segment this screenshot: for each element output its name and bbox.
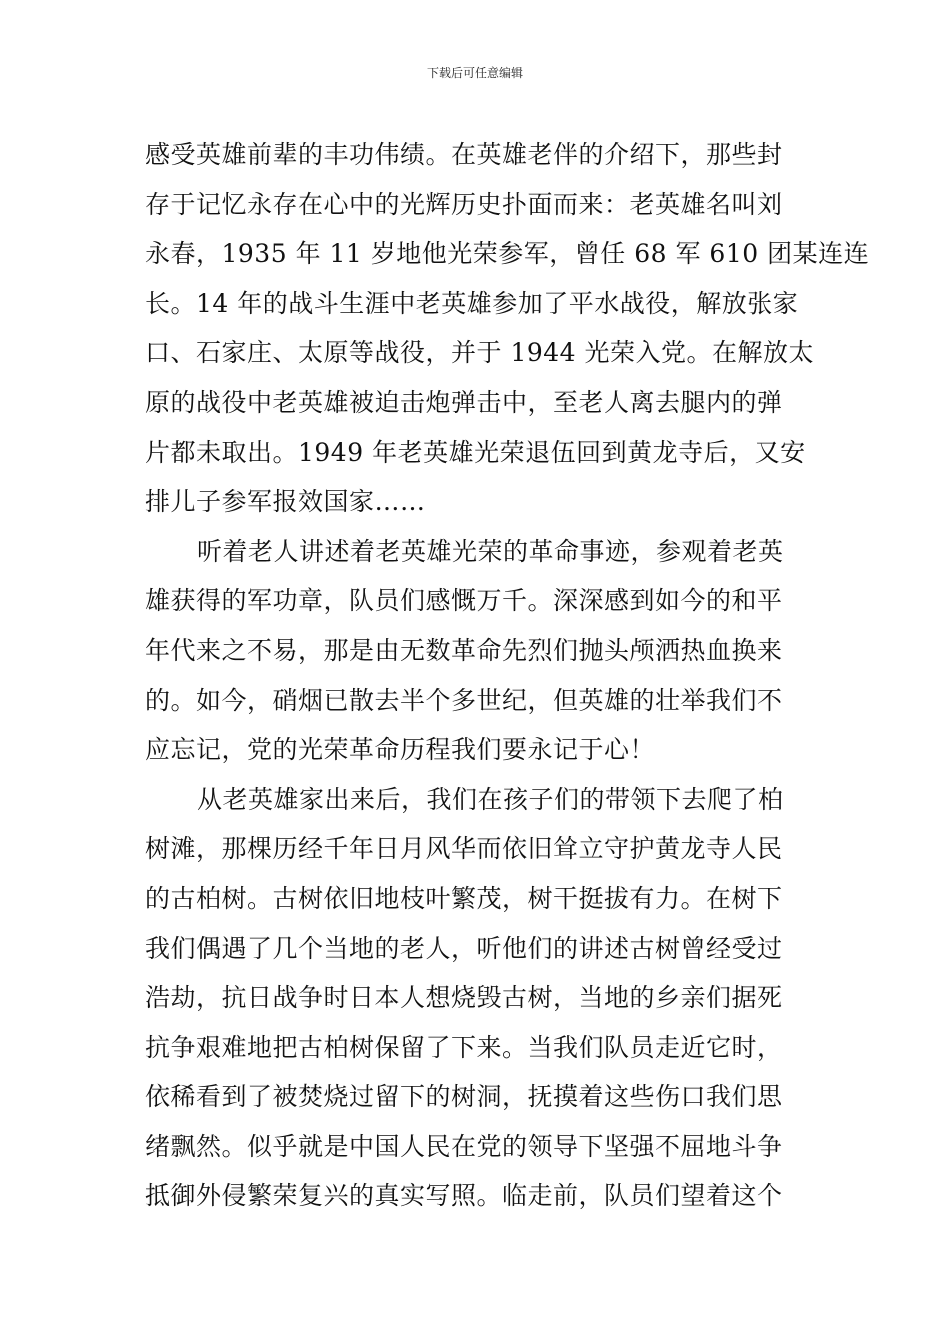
text-line: 依稀看到了被焚烧过留下的树洞，抚摸着这些伤口我们思 xyxy=(145,1082,783,1112)
text-line: 口、石家庄、太原等战役，并于 1944 光荣入党。在解放太 xyxy=(145,338,815,368)
text-line: 感受英雄前辈的丰功伟绩。在英雄老伴的介绍下，那些封 xyxy=(145,140,783,169)
text-line: 的。如今，硝烟已散去半个多世纪，但英雄的壮举我们不 xyxy=(145,685,783,715)
text-line: 雄获得的军功章，队员们感慨万千。深深感到如今的和平 xyxy=(145,586,783,616)
text-line: 片都未取出。1949 年老英雄光荣退伍回到黄龙寺后，又安 xyxy=(145,437,806,467)
text-line: 抗争艰难地把古柏树保留了下来。当我们队员走近它时， xyxy=(145,1032,783,1062)
text-line: 浩劫，抗日战争时日本人想烧毁古树，当地的乡亲们据死 xyxy=(145,983,783,1013)
text-line: 我们偶遇了几个当地的老人，听他们的讲述古树曾经受过 xyxy=(145,933,783,963)
text-line: 长。14 年的战斗生涯中老英雄参加了平水战役，解放张家 xyxy=(145,288,799,318)
page-header: 下载后可任意编辑 xyxy=(426,66,523,80)
document-body xyxy=(145,130,870,1221)
paragraph-first-line: 从老英雄家出来后，我们在孩子们的带领下去爬了柏 xyxy=(197,784,784,814)
text-line: 抵御外侵繁荣复兴的真实写照。临走前，队员们望着这个 xyxy=(145,1181,783,1211)
text-line: 存于记忆永存在心中的光辉历史扑面而来：老英雄名叫刘 xyxy=(145,189,783,219)
text-line: 排儿子参军报效国家…… xyxy=(145,487,426,517)
text-line: 树滩，那棵历经千年日月风华而依旧耸立守护黄龙寺人民 xyxy=(145,834,783,864)
text-line: 原的战役中老英雄被迫击炮弹击中，至老人离去腿内的弹 xyxy=(145,387,783,417)
text-line: 应忘记，党的光荣革命历程我们要永记于心！ xyxy=(145,735,656,765)
text-line: 绪飘然。似乎就是中国人民在党的领导下坚强不屈地斗争 xyxy=(145,1131,783,1161)
paragraph-first-line: 听着老人讲述着老英雄光荣的革命事迹，参观着老英 xyxy=(197,536,784,566)
text-line: 永春，1935 年 11 岁地他光荣参军，曾任 68 军 610 团某连连 xyxy=(145,239,870,269)
text-line: 年代来之不易，那是由无数革命先烈们抛头颅洒热血换来 xyxy=(145,635,783,665)
text-line: 的古柏树。古树依旧地枝叶繁茂，树干挺拔有力。在树下 xyxy=(145,883,783,913)
